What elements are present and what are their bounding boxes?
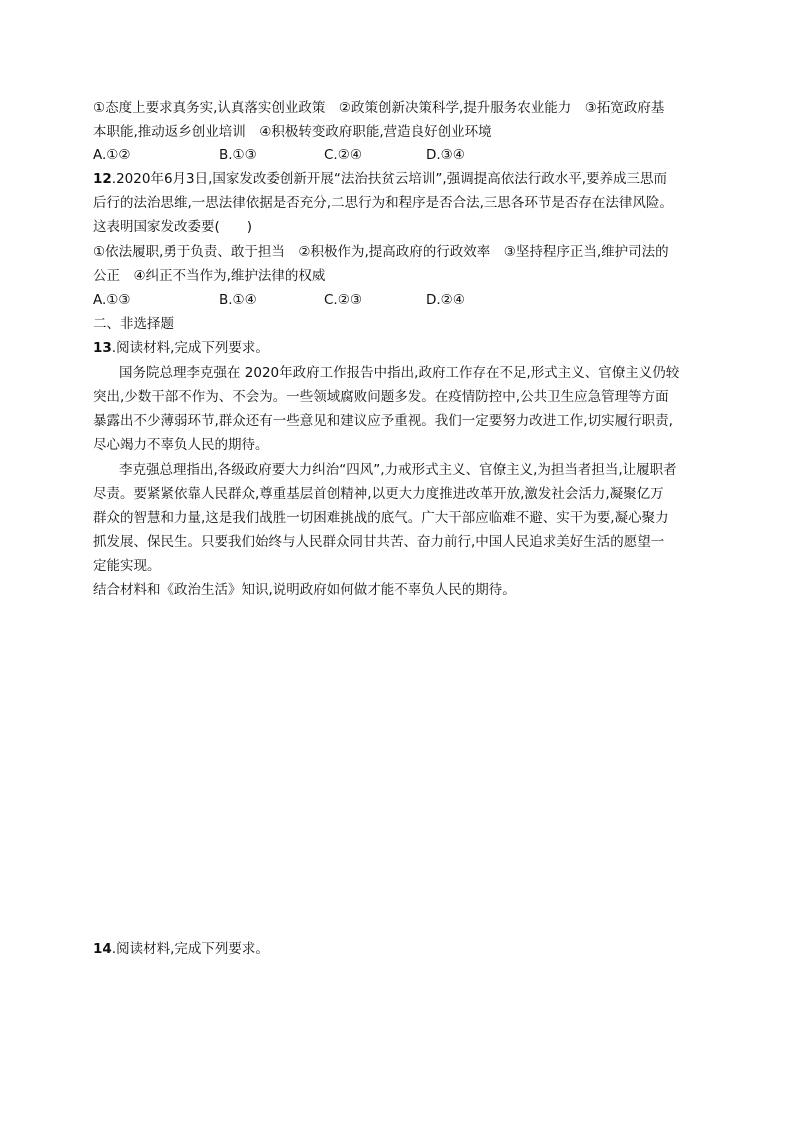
q12-option-b[interactable]: B.①④ bbox=[219, 292, 257, 308]
q11-option-a[interactable]: A.①② bbox=[93, 147, 131, 163]
q12-statements-line-1: ①依法履职,勇于负责、敢于担当 ②积极作为,提高政府的行政效率 ③坚持程序正当,维护司法的 bbox=[93, 244, 669, 260]
q13-material-para2-line: 群众的智慧和力量,这是我们战胜一切困难挑战的底气。广大干部应临难不避、实干为要,凝心聚力 bbox=[93, 510, 669, 526]
q13-material-para1-line: 国务院总理李克强在 2020年政府工作报告中指出,政府工作存在不足,形式主义、官僚主义仍较 bbox=[119, 365, 680, 381]
q13-number: 13 bbox=[93, 340, 112, 356]
q12-options bbox=[93, 289, 573, 311]
q13-prompt-text: .阅读材料,完成下列要求。 bbox=[111, 340, 269, 356]
q13-material-para2-line: 定能实现。 bbox=[93, 558, 161, 574]
q14-prompt bbox=[93, 938, 269, 960]
q12-number: 12 bbox=[93, 171, 112, 187]
q13-material-para2-line: 李克强总理指出,各级政府要大力纠治“四风”,力戒形式主义、官僚主义,为担当者担当,让履职者 bbox=[119, 462, 677, 478]
q11-option-c[interactable]: C.②④ bbox=[324, 147, 362, 163]
q13-material-para1-line: 突出,少数干部不作为、不会为。一些领域腐败问题多发。在疫情防控中,公共卫生应急管理等方面 bbox=[93, 389, 669, 405]
q12-stem-line-3: 这表明国家发改委要( ) bbox=[93, 219, 253, 235]
q12-statements-line-2: 公正 ④纠正不当作为,维护法律的权威 bbox=[93, 268, 326, 284]
q14-prompt-text: .阅读材料,完成下列要求。 bbox=[111, 941, 269, 957]
q11-statements-line-2: 本职能,推动返乡创业培训 ④积极转变政府职能,营造良好创业环境 bbox=[93, 124, 492, 140]
q13-material-para2-line: 尽责。要紧紧依靠人民群众,尊重基层首创精神,以更大力度推进改革开放,激发社会活力,凝聚亿万 bbox=[93, 486, 664, 502]
q11-option-b[interactable]: B.①③ bbox=[219, 147, 257, 163]
q12-stem-text: .2020年6月3日,国家发改委创新开展“法治扶贫云培训”,强调提高依法行政水平,要养成三思而 bbox=[111, 171, 667, 187]
section-title: 二、非选择题 bbox=[93, 316, 174, 332]
q12-option-c[interactable]: C.②③ bbox=[324, 292, 362, 308]
q11-statements-line-1: ①态度上要求真务实,认真落实创业政策 ②政策创新决策科学,提升服务农业能力 ③拓宽政府基 bbox=[93, 100, 665, 116]
q13-question: 结合材料和《政治生活》知识,说明政府如何做才能不辜负人民的期待。 bbox=[93, 582, 516, 598]
q12-stem-line-1 bbox=[93, 168, 667, 190]
q14-number: 14 bbox=[93, 941, 112, 957]
q12-option-d[interactable]: D.②④ bbox=[426, 292, 465, 308]
q13-prompt bbox=[93, 337, 269, 359]
q13-material-para2-line: 抓发展、保民生。只要我们始终与人民群众同甘共苦、奋力前行,中国人民追求美好生活的愿望一 bbox=[93, 534, 665, 550]
q13-material-para1-line: 尽心竭力不辜负人民的期待。 bbox=[93, 437, 269, 453]
q11-options bbox=[93, 144, 573, 166]
q12-stem-line-2: 后行的法治思维,一思法律依据是否充分,二思行为和程序是否合法,三思各环节是否存在法律风险。 bbox=[93, 195, 673, 211]
q12-option-a[interactable]: A.①③ bbox=[93, 292, 131, 308]
q13-material-para1-line: 暴露出不少薄弱环节,群众还有一些意见和建议应予重视。我们一定要努力改进工作,切实履行职责, bbox=[93, 413, 673, 429]
q11-option-d[interactable]: D.③④ bbox=[426, 147, 465, 163]
